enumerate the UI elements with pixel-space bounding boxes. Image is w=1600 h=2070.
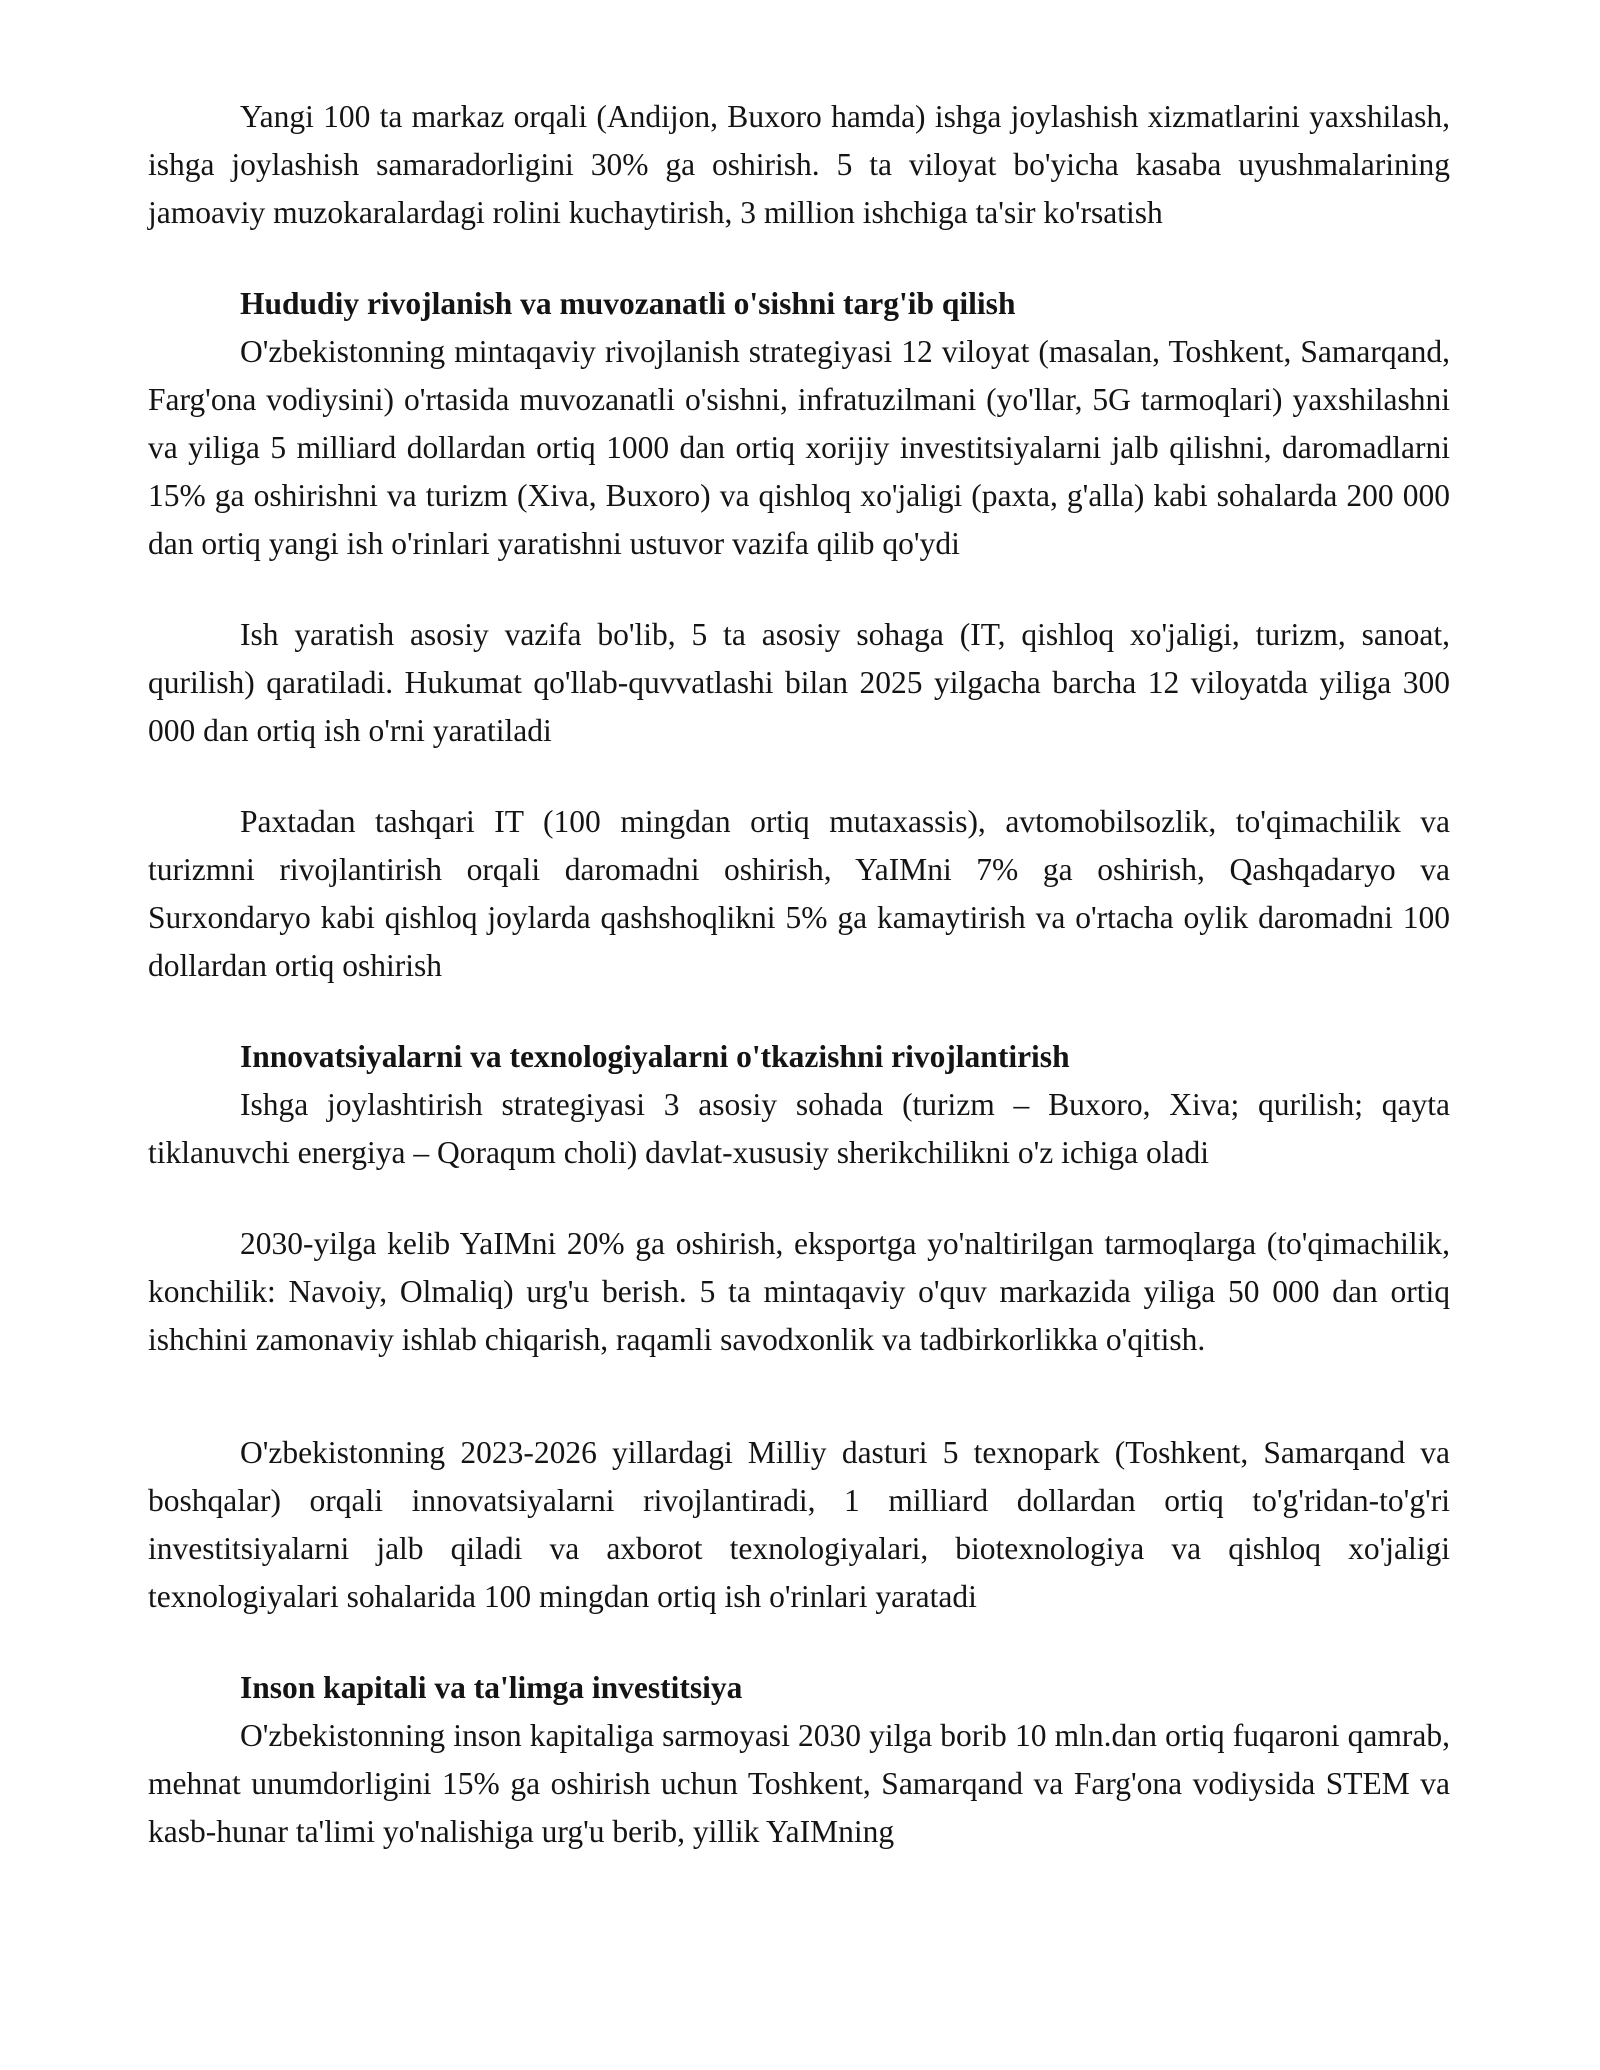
paragraph-regional-strategy: O'zbekistonning mintaqaviy rivojlanish strategiyasi 12 viloyat (masalan, Toshkent, Samarqand, Farg'ona vodiysini) o'rtasida muvozanatli o'sishni, infratuzilmani (yo'llar, 5G tarmoqlari) yaxshilashni va yiliga 5 milliard dollardan ortiq 1000 dan ortiq xorijiy investitsiyalarni jalb qilishni, daromadlarni 15% ga oshirishni va turizm (Xiva, Buxoro) va qishloq xo'jaligi (paxta, g'alla) kabi sohalarda 200 000 dan ortiq yangi ish o'rinlari yaratishni ustuvor vazifa qilib qo'ydi	[148, 334, 1450, 561]
paragraph-spacer	[148, 1621, 1450, 1664]
paragraph-spacer	[148, 568, 1450, 611]
paragraph-employment-strategy: Ishga joylashtirish strategiyasi 3 asosiy sohada (turizm – Buxoro, Xiva; qurilish; qayta tiklanuvchi energiya – Qoraqum choli) davlat-xususiy sherikchilikni o'z ichiga oladi	[148, 1087, 1450, 1170]
paragraph-job-creation: Ish yaratish asosiy vazifa bo'lib, 5 ta asosiy sohaga (IT, qishloq xo'jaligi, turizm, sanoat, qurilish) qaratiladi. Hukumat qo'llab-quvvatlashi bilan 2025 yilgacha barcha 12 viloyatda yiliga 300 000 dan ortiq ish o'rni yaratiladi	[148, 617, 1450, 748]
section-heading-human-capital: Inson kapitali va ta'limga investitsiya	[240, 1670, 743, 1705]
section-heading-innovation: Innovatsiyalarni va texnologiyalarni o'tkazishni rivojlantirish	[240, 1039, 1070, 1074]
paragraph-technoparks: O'zbekistonning 2023-2026 yillardagi Milliy dasturi 5 texnopark (Toshkent, Samarqand va boshqalar) orqali innovatsiyalarni rivojlantiradi, 1 milliard dollardan ortiq to'g'ridan-to'g'ri investitsiyalarni jalb qiladi va axborot texnologiyalari, biotexnologiya va qishloq xo'jaligi texnologiyalari sohalarida 100 mingdan ortiq ish o'rinlari yaratadi	[148, 1435, 1450, 1614]
paragraph-gdp-2030: 2030-yilga kelib YaIMni 20% ga oshirish, eksportga yo'naltirilgan tarmoqlarga (to'qimachilik, konchilik: Navoiy, Olmaliq) urg'u berish. 5 ta mintaqaviy o'quv markazida yiliga 50 000 dan ortiq ishchini zamonaviy ishlab chiqarish, raqamli savodxonlik va tadbirkorlikka o'qitish.	[148, 1226, 1450, 1357]
paragraph-spacer	[148, 1177, 1450, 1220]
paragraph-spacer	[148, 990, 1450, 1033]
paragraph-spacer	[148, 237, 1450, 280]
document-page	[148, 93, 1450, 1856]
paragraph-employment-centers: Yangi 100 ta markaz orqali (Andijon, Buxoro hamda) ishga joylashish xizmatlarini yaxshilash, ishga joylashish samaradorligini 30% ga oshirish. 5 ta viloyat bo'yicha kasaba uyushmalarining jamoaviy muzokaralardagi rolini kuchaytirish, 3 million ishchiga ta'sir ko'rsatish	[148, 99, 1450, 230]
paragraph-spacer	[148, 1364, 1450, 1429]
section-heading-regional-development: Hududiy rivojlanish va muvozanatli o'sishni targ'ib qilish	[240, 286, 1016, 321]
paragraph-human-capital: O'zbekistonning inson kapitaliga sarmoyasi 2030 yilga borib 10 mln.dan ortiq fuqaroni qamrab, mehnat unumdorligini 15% ga oshirish uchun Toshkent, Samarqand va Farg'ona vodiysida STEM va kasb-hunar ta'limi yo'nalishiga urg'u berib, yillik YaIMning	[148, 1718, 1450, 1849]
paragraph-income-growth: Paxtadan tashqari IT (100 mingdan ortiq mutaxassis), avtomobilsozlik, to'qimachilik va turizmni rivojlantirish orqali daromadni oshirish, YaIMni 7% ga oshirish, Qashqadaryo va Surxondaryo kabi qishloq joylarda qashshoqlikni 5% ga kamaytirish va o'rtacha oylik daromadni 100 dollardan ortiq oshirish	[148, 804, 1450, 983]
paragraph-spacer	[148, 755, 1450, 798]
